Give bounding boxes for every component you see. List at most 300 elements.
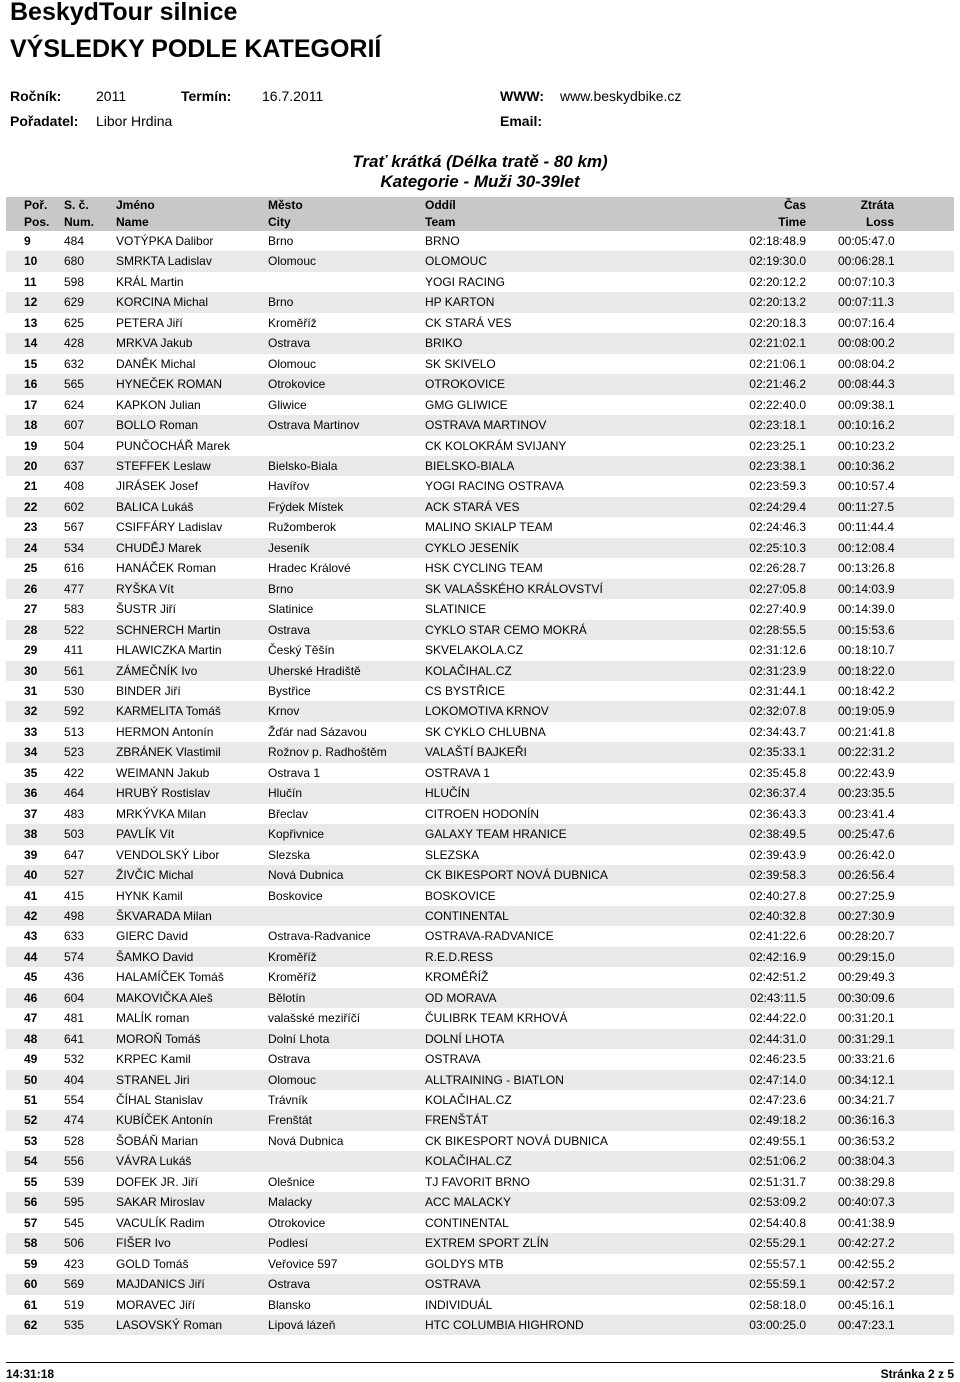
- cell-city: Olomouc: [268, 1072, 317, 1087]
- cell-num: 624: [64, 397, 85, 412]
- cell-num: 607: [64, 418, 85, 433]
- cell-time: 02:32:07.8: [749, 704, 806, 719]
- table-row: [6, 967, 954, 987]
- cell-city: Otrokovice: [268, 377, 326, 392]
- cell-name: KORCINA Michal: [116, 295, 209, 310]
- cell-time: 02:39:43.9: [749, 847, 806, 862]
- cell-name: VOTÝPKA Dalibor: [116, 234, 214, 248]
- cell-name: HLAWICZKA Martin: [116, 643, 222, 658]
- table-row: [6, 1049, 954, 1069]
- cell-num: 583: [64, 602, 85, 617]
- col-loss-cz: Ztráta: [860, 198, 894, 212]
- cell-time: 02:23:18.1: [749, 418, 806, 433]
- cell-team: GALAXY TEAM HRANICE: [425, 827, 567, 842]
- cell-num: 422: [64, 765, 85, 780]
- cell-team: CS BYSTŘICE: [425, 683, 506, 698]
- table-row: [6, 1008, 954, 1028]
- cell-pos: 32: [24, 704, 38, 719]
- cell-city: Břeclav: [268, 806, 309, 821]
- cell-pos: 31: [24, 683, 38, 698]
- cell-city: Blansko: [268, 1297, 311, 1312]
- cell-num: 567: [64, 520, 85, 535]
- table-row: [6, 783, 954, 803]
- cell-loss: 00:36:16.3: [838, 1113, 895, 1128]
- table-row: [6, 333, 954, 353]
- cell-num: 530: [64, 683, 85, 698]
- cell-team: R.E.D.RESS: [425, 949, 494, 964]
- cell-loss: 00:47:23.1: [838, 1318, 895, 1333]
- table-row: [6, 395, 954, 415]
- cell-loss: 00:07:10.3: [838, 274, 895, 289]
- event-title: BeskydTour silnice: [10, 0, 238, 26]
- cell-team: HLUČÍN: [425, 786, 470, 801]
- cell-team: GOLDYS MTB: [425, 1256, 504, 1271]
- cell-pos: 47: [24, 1011, 38, 1026]
- cell-city: Kroměříž: [268, 970, 317, 985]
- cell-num: 477: [64, 581, 85, 596]
- cell-loss: 00:05:47.0: [838, 234, 895, 248]
- cell-num: 415: [64, 888, 85, 903]
- table-row: [6, 824, 954, 844]
- table-row: [6, 1192, 954, 1212]
- cell-team: MALINO SKIALP TEAM: [425, 520, 553, 535]
- cell-name: HYNK Kamil: [116, 888, 183, 903]
- cell-team: CK STARÁ VES: [425, 315, 512, 330]
- cell-name: DOFEK JR. Jiří: [116, 1174, 199, 1189]
- table-row: [6, 1172, 954, 1192]
- poradatel-label: Pořadatel:: [10, 113, 79, 129]
- cell-loss: 00:22:31.2: [838, 745, 895, 760]
- table-row: [6, 845, 954, 865]
- cell-time: 02:44:31.0: [749, 1031, 806, 1046]
- cell-pos: 53: [24, 1133, 38, 1148]
- cell-time: 02:47:14.0: [749, 1072, 806, 1087]
- cell-name: SMRKTA Ladislav: [116, 254, 212, 269]
- cell-team: LOKOMOTIVA KRNOV: [425, 704, 549, 719]
- cell-name: LASOVSKÝ Roman: [116, 1318, 223, 1333]
- results-body: [6, 231, 954, 1335]
- table-row: [6, 436, 954, 456]
- table-row: [6, 1110, 954, 1130]
- cell-team: KOLAČIHAL.CZ: [425, 663, 512, 678]
- cell-time: 02:27:05.8: [749, 581, 806, 596]
- cell-loss: 00:11:44.4: [838, 520, 894, 535]
- cell-team: ACK STARÁ VES: [425, 499, 520, 514]
- cell-name: BINDER Jiří: [116, 683, 181, 698]
- cell-pos: 13: [24, 315, 38, 330]
- cell-pos: 41: [24, 888, 38, 903]
- cell-loss: 00:18:22.0: [838, 663, 895, 678]
- table-row: [6, 1090, 954, 1110]
- cell-loss: 00:40:07.3: [838, 1195, 895, 1210]
- table-row: [6, 558, 954, 578]
- cell-loss: 00:08:04.2: [838, 356, 895, 371]
- cell-time: 02:42:16.9: [749, 949, 806, 964]
- cell-name: DANĚK Michal: [116, 356, 196, 371]
- table-row: [6, 926, 954, 946]
- cell-pos: 40: [24, 868, 38, 883]
- cell-num: 616: [64, 561, 85, 576]
- cell-city: Ostrava: [268, 1277, 311, 1292]
- cell-team: VALAŠTÍ BAJKEŘI: [425, 745, 527, 760]
- table-row: [6, 1274, 954, 1294]
- cell-time: 02:18:48.9: [749, 234, 806, 248]
- cell-num: 474: [64, 1113, 85, 1128]
- footer-divider: [6, 1362, 954, 1363]
- cell-loss: 00:34:12.1: [838, 1072, 895, 1087]
- cell-name: MAKOVIČKA Aleš: [116, 990, 213, 1005]
- cell-city: Ostrava-Radvanice: [268, 929, 371, 944]
- cell-loss: 00:38:29.8: [838, 1174, 895, 1189]
- cell-pos: 28: [24, 622, 38, 637]
- cell-pos: 48: [24, 1031, 38, 1046]
- cell-num: 602: [64, 499, 85, 514]
- cell-city: Nová Dubnica: [268, 1133, 344, 1148]
- cell-pos: 61: [24, 1297, 38, 1312]
- cell-loss: 00:23:41.4: [838, 806, 895, 821]
- cell-time: 02:41:22.6: [749, 929, 806, 944]
- cell-team: BRIKO: [425, 336, 463, 351]
- cell-time: 02:23:25.1: [749, 438, 806, 453]
- cell-team: CYKLO JESENÍK: [425, 540, 520, 555]
- cell-name: KRÁL Martin: [116, 274, 184, 289]
- cell-team: OSTRAVA 1: [425, 765, 490, 780]
- cell-pos: 50: [24, 1072, 38, 1087]
- cell-num: 484: [64, 234, 85, 248]
- cell-time: 02:23:59.3: [749, 479, 806, 494]
- cell-num: 680: [64, 254, 85, 269]
- col-name-cz: Jméno: [116, 198, 155, 212]
- cell-time: 02:40:27.8: [749, 888, 806, 903]
- table-row: [6, 415, 954, 435]
- table-row: [6, 763, 954, 783]
- cell-city: Olomouc: [268, 254, 317, 269]
- cell-city: Český Těšín: [268, 643, 335, 658]
- cell-team: ACC MALACKY: [425, 1195, 512, 1210]
- cell-name: PAVLÍK Vít: [116, 827, 175, 842]
- cell-num: 629: [64, 295, 85, 310]
- cell-pos: 30: [24, 663, 38, 678]
- table-row: [6, 579, 954, 599]
- cell-loss: 00:38:04.3: [838, 1154, 895, 1169]
- cell-num: 503: [64, 827, 85, 842]
- cell-city: Malacky: [268, 1195, 313, 1210]
- cell-loss: 00:07:16.4: [838, 315, 895, 330]
- table-row: [6, 988, 954, 1008]
- cell-num: 604: [64, 990, 85, 1005]
- table-row: [6, 497, 954, 517]
- table-row: [6, 1213, 954, 1233]
- cell-team: ČULIBRK TEAM KRHOVÁ: [425, 1011, 568, 1026]
- cell-time: 03:00:25.0: [749, 1318, 806, 1333]
- cell-time: 02:24:29.4: [749, 499, 806, 514]
- cell-name: KARMELITA Tomáš: [116, 704, 221, 719]
- cell-time: 02:40:32.8: [749, 908, 806, 923]
- cell-pos: 35: [24, 765, 38, 780]
- cell-city: Frenštát: [268, 1113, 313, 1128]
- cell-num: 481: [64, 1011, 85, 1026]
- cell-name: HANÁČEK Roman: [116, 561, 217, 576]
- cell-name: ŠKVARADA Milan: [116, 908, 212, 923]
- cell-time: 02:55:29.1: [749, 1236, 806, 1251]
- cell-pos: 26: [24, 581, 38, 596]
- cell-num: 554: [64, 1093, 85, 1108]
- cell-name: ŠUSTR Jiří: [116, 602, 176, 617]
- cell-team: HSK CYCLING TEAM: [425, 561, 543, 576]
- cell-pos: 10: [24, 254, 38, 269]
- cell-pos: 37: [24, 806, 38, 821]
- cell-loss: 00:10:57.4: [838, 479, 895, 494]
- cell-name: KUBÍČEK Antonín: [116, 1113, 213, 1128]
- cell-city: Krnov: [268, 704, 300, 719]
- cell-pos: 18: [24, 418, 38, 433]
- cell-team: EXTREM SPORT ZLÍN: [425, 1236, 549, 1251]
- cell-city: [268, 436, 425, 456]
- cell-name: HALAMÍČEK Tomáš: [116, 970, 224, 985]
- cell-time: 02:44:22.0: [749, 1011, 806, 1026]
- rocnik-value: 2011: [96, 88, 127, 104]
- cell-name: ŽIVČIC Michal: [116, 868, 194, 883]
- cell-team: CYKLO STAR CEMO MOKRÁ: [425, 622, 587, 637]
- cell-num: 592: [64, 704, 85, 719]
- cell-name: KRPEC Kamil: [116, 1052, 191, 1067]
- table-row: [6, 231, 954, 251]
- cell-city: Hradec Králové: [268, 561, 351, 576]
- cell-team: SKVELAKOLA.CZ: [425, 643, 524, 658]
- cell-name: WEIMANN Jakub: [116, 765, 210, 780]
- cell-team: BOSKOVICE: [425, 888, 496, 903]
- cell-num: 464: [64, 786, 85, 801]
- cell-pos: 12: [24, 295, 38, 310]
- cell-pos: 42: [24, 908, 38, 923]
- cell-city: Bělotín: [268, 990, 306, 1005]
- cell-time: 02:39:58.3: [749, 868, 806, 883]
- cell-loss: 00:14:03.9: [838, 581, 895, 596]
- cell-pos: 36: [24, 786, 38, 801]
- cell-city: Brno: [268, 295, 294, 310]
- cell-city: Olomouc: [268, 356, 317, 371]
- cell-time: 02:42:51.2: [749, 970, 806, 985]
- cell-team: BIELSKO-BIALA: [425, 458, 515, 473]
- cell-loss: 00:14:39.0: [838, 602, 895, 617]
- table-row: [6, 865, 954, 885]
- cell-team: YOGI RACING: [425, 274, 506, 289]
- cell-pos: 15: [24, 356, 38, 371]
- cell-pos: 45: [24, 970, 38, 985]
- table-row: [6, 1254, 954, 1274]
- cell-city: Uherské Hradiště: [268, 663, 361, 678]
- cell-name: HRUBÝ Rostislav: [116, 786, 211, 801]
- cell-pos: 57: [24, 1215, 38, 1230]
- cell-time: 02:47:23.6: [749, 1093, 806, 1108]
- cell-time: 02:31:12.6: [749, 643, 806, 658]
- cell-num: 647: [64, 847, 85, 862]
- cell-num: 528: [64, 1133, 85, 1148]
- cell-loss: 00:41:38.9: [838, 1215, 895, 1230]
- results-heading: VÝSLEDKY PODLE KATEGORIÍ: [10, 35, 382, 63]
- cell-pos: 56: [24, 1195, 38, 1210]
- cell-loss: 00:13:26.8: [838, 561, 895, 576]
- cell-time: 02:36:43.3: [749, 806, 806, 821]
- cell-team: SK VALAŠSKÉHO KRÁLOVSTVÍ: [425, 581, 603, 596]
- www-value[interactable]: www.beskydbike.cz: [560, 88, 682, 104]
- table-row: [6, 313, 954, 333]
- table-row: [6, 1295, 954, 1315]
- cell-num: 565: [64, 377, 85, 392]
- cell-time: 02:55:59.1: [749, 1277, 806, 1292]
- cell-team: CK BIKESPORT NOVÁ DUBNICA: [425, 868, 608, 883]
- cell-time: 02:34:43.7: [749, 724, 806, 739]
- cell-loss: 00:25:47.6: [838, 827, 895, 842]
- cell-pos: 17: [24, 397, 38, 412]
- cell-team: HTC COLUMBIA HIGHROND: [425, 1318, 584, 1333]
- cell-time: 02:31:23.9: [749, 663, 806, 678]
- termin-value: 16.7.2011: [262, 88, 324, 104]
- cell-team: TJ FAVORIT BRNO: [425, 1174, 530, 1189]
- col-city-cz: Město: [268, 198, 303, 212]
- cell-loss: 00:15:53.6: [838, 622, 895, 637]
- cell-city: Dolní Lhota: [268, 1031, 330, 1046]
- cell-pos: 19: [24, 438, 38, 453]
- cell-team: INDIVIDUÁL: [425, 1297, 493, 1312]
- cell-team: BRNO: [425, 234, 460, 248]
- cell-team: OSTRAVA MARTINOV: [425, 418, 547, 433]
- cell-time: 02:54:40.8: [749, 1215, 806, 1230]
- cell-time: 02:51:31.7: [749, 1174, 806, 1189]
- cell-city: Boskovice: [268, 888, 323, 903]
- cell-city: Ostrava Martinov: [268, 418, 360, 433]
- table-row: [6, 456, 954, 476]
- cell-name: KAPKON Julian: [116, 397, 201, 412]
- cell-time: 02:25:10.3: [749, 540, 806, 555]
- cell-pos: 60: [24, 1277, 38, 1292]
- cell-pos: 55: [24, 1174, 38, 1189]
- table-row: [6, 1029, 954, 1049]
- cell-loss: 00:45:16.1: [838, 1297, 895, 1312]
- cell-team: SK SKIVELO: [425, 356, 496, 371]
- cell-num: 408: [64, 479, 85, 494]
- cell-loss: 00:34:21.7: [838, 1093, 895, 1108]
- cell-team: SLATINICE: [425, 602, 487, 617]
- cell-num: 534: [64, 540, 85, 555]
- cell-time: 02:51:06.2: [749, 1154, 806, 1169]
- table-row: [6, 1315, 954, 1335]
- cell-pos: 20: [24, 458, 38, 473]
- cell-num: 561: [64, 663, 85, 678]
- cell-num: 595: [64, 1195, 85, 1210]
- category-track: Trať krátká (Délka tratě - 80 km): [352, 152, 608, 171]
- table-row: [6, 374, 954, 394]
- cell-city: Bielsko-Biala: [268, 458, 338, 473]
- col-time-en: Time: [778, 215, 806, 229]
- col-team-en: Team: [425, 215, 456, 229]
- cell-pos: 11: [24, 274, 37, 289]
- cell-city: [268, 1151, 425, 1171]
- cell-num: 423: [64, 1256, 85, 1271]
- cell-pos: 16: [24, 377, 38, 392]
- cell-city: valašské meziříčí: [268, 1011, 361, 1026]
- col-num-en: Num.: [64, 215, 94, 229]
- cell-pos: 44: [24, 949, 38, 964]
- cell-num: 504: [64, 438, 85, 453]
- cell-num: 436: [64, 970, 85, 985]
- cell-team: OTROKOVICE: [425, 377, 506, 392]
- cell-loss: 00:42:55.2: [838, 1256, 895, 1271]
- cell-loss: 00:42:27.2: [838, 1236, 895, 1251]
- table-row: [6, 947, 954, 967]
- cell-name: ŠOBÁŇ Marian: [116, 1133, 199, 1148]
- cell-city: Kroměříž: [268, 315, 317, 330]
- cell-name: HERMON Antonín: [116, 724, 214, 739]
- cell-name: MRKVA Jakub: [116, 336, 193, 351]
- col-pos-cz: Poř.: [24, 198, 48, 212]
- cell-name: CHUDĚJ Marek: [116, 540, 202, 555]
- cell-time: 02:22:40.0: [749, 397, 806, 412]
- cell-city: [268, 906, 425, 926]
- cell-loss: 00:10:36.2: [838, 458, 895, 473]
- table-row: [6, 906, 954, 926]
- table-row: [6, 272, 954, 292]
- cell-city: Nová Dubnica: [268, 868, 344, 883]
- cell-name: MRKÝVKA Milan: [116, 806, 207, 821]
- cell-loss: 00:29:49.3: [838, 970, 895, 985]
- cell-city: Ostrava: [268, 622, 311, 637]
- cell-loss: 00:08:44.3: [838, 377, 895, 392]
- cell-num: 633: [64, 929, 85, 944]
- col-pos-en: Pos.: [24, 215, 50, 229]
- table-row: [6, 354, 954, 374]
- cell-time: 02:49:55.1: [749, 1133, 806, 1148]
- cell-name: STEFFEK Leslaw: [116, 458, 211, 473]
- cell-pos: 46: [24, 990, 38, 1005]
- cell-name: ZBRÁNEK Vlastimil: [116, 745, 221, 760]
- cell-pos: 52: [24, 1113, 38, 1128]
- cell-loss: 00:18:10.7: [838, 643, 895, 658]
- cell-time: 02:35:45.8: [749, 765, 806, 780]
- cell-loss: 00:07:11.3: [838, 295, 894, 310]
- table-row: [6, 1131, 954, 1151]
- cell-pos: 23: [24, 520, 38, 535]
- cell-loss: 00:08:00.2: [838, 336, 895, 351]
- cell-num: 545: [64, 1215, 85, 1230]
- cell-loss: 00:18:42.2: [838, 683, 895, 698]
- cell-num: 625: [64, 315, 85, 330]
- cell-num: 641: [64, 1031, 85, 1046]
- cell-pos: 39: [24, 847, 38, 862]
- cell-team: OSTRAVA: [425, 1052, 481, 1067]
- cell-pos: 62: [24, 1318, 38, 1333]
- cell-city: Žďár nad Sázavou: [268, 724, 367, 739]
- cell-time: 02:53:09.2: [749, 1195, 806, 1210]
- cell-time: 02:31:44.1: [749, 683, 806, 698]
- cell-num: 404: [64, 1072, 85, 1087]
- cell-time: 02:21:46.2: [749, 377, 806, 392]
- cell-loss: 00:12:08.4: [838, 540, 895, 555]
- cell-num: 532: [64, 1052, 85, 1067]
- cell-name: CSIFFÁRY Ladislav: [116, 520, 223, 535]
- cell-name: BALICA Lukáš: [116, 499, 194, 514]
- cell-name: VÁVRA Lukáš: [116, 1154, 192, 1169]
- cell-name: SCHNERCH Martin: [116, 622, 221, 637]
- cell-name: ŠAMKO David: [116, 949, 194, 964]
- cell-time: 02:36:37.4: [749, 786, 806, 801]
- results-table: [6, 197, 954, 1335]
- table-row: [6, 1070, 954, 1090]
- cell-name: PUNČOCHÁŘ Marek: [116, 438, 231, 453]
- cell-team: SK CYKLO CHLUBNA: [425, 724, 546, 739]
- cell-pos: 38: [24, 827, 38, 842]
- cell-name: BOLLO Roman: [116, 418, 199, 433]
